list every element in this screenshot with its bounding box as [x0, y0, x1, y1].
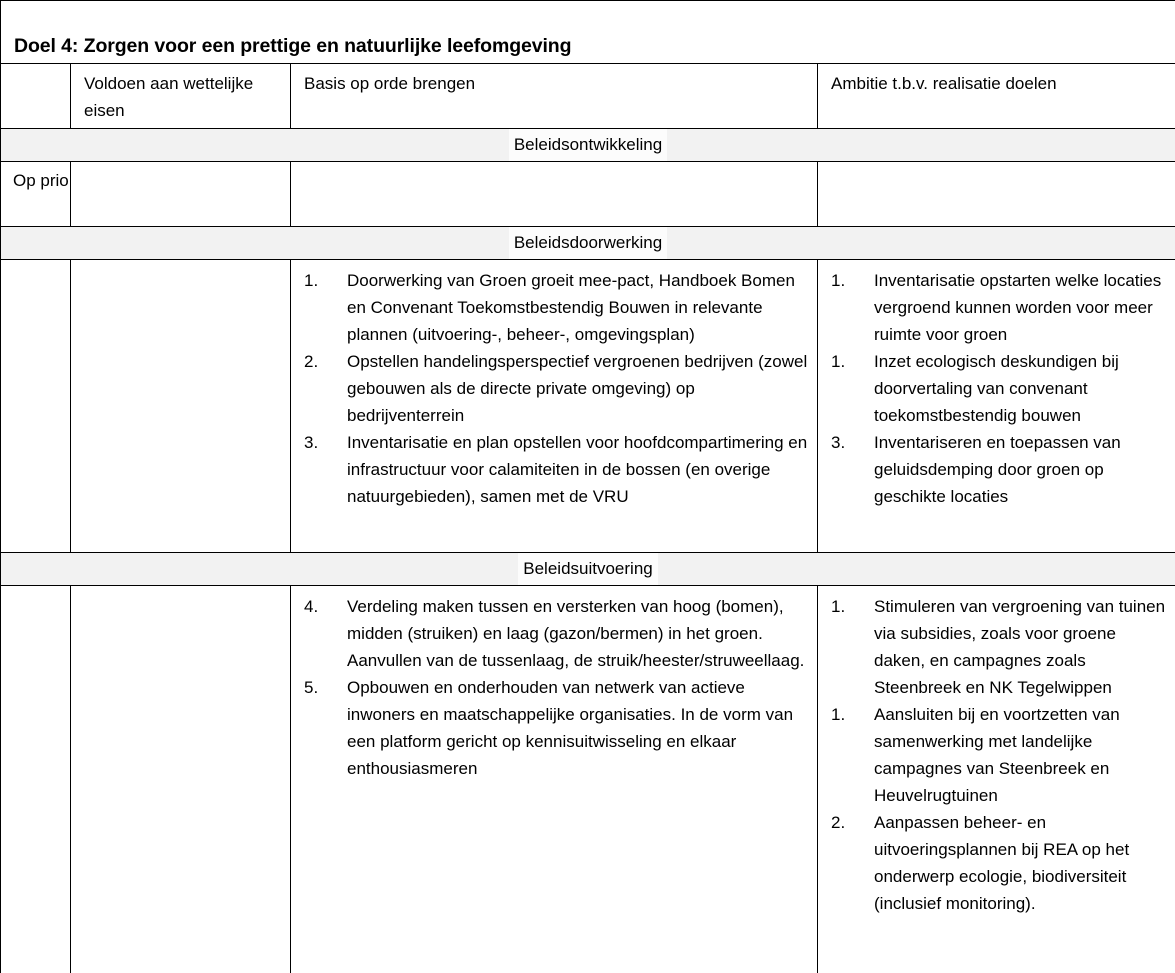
column-header-ambitie	[818, 64, 1175, 129]
page-title: Doel 4: Zorgen voor een prettige en natuurlijke leefomgeving	[14, 34, 572, 57]
table-row-op-prio	[1, 162, 1175, 227]
list-item-text: Inzet ecologisch deskundigen bij doorvertaling van convenant toekomstbestendig bouwen	[874, 352, 1119, 425]
section-band-label-beleidsdoorwerking: Beleidsdoorwerking	[509, 227, 667, 259]
cell-uitvoering-basis-op-orde	[291, 586, 818, 973]
column-header-blank	[1, 64, 71, 129]
section-band-row-beleidsuitvoering	[1, 553, 1175, 586]
cell-ontwikkeling-ambitie	[818, 162, 1175, 227]
list-item-text: Aanpassen beheer- en uitvoeringsplannen bij REA op het onderwerp ecologie, biodiversiteit (inclusief monitoring).	[874, 813, 1130, 913]
list-item-number: 5.	[304, 678, 319, 697]
list-item	[291, 674, 811, 782]
document-title-cell	[1, 1, 1175, 64]
list-item-text: Opstellen handelingsperspectief vergroenen bedrijven (zowel gebouwen als de directe private omgeving) op bedrijventerrein	[347, 352, 808, 425]
section-band-cell-beleidsuitvoering	[1, 553, 1175, 586]
list-item-text: Opbouwen en onderhouden van netwerk van actieve inwoners en maatschappelijke organisaties. In de vorm van een platform gericht op kennisuitwisseling en elkaar enthousiasmeren	[347, 678, 794, 778]
list-item-text: Verdeling maken tussen en versterken van hoog (bomen), midden (struiken) en laag (gazon/bermen) in het groen. Aanvullen van de tussenlaag, de struik/heester/struweellaag.	[347, 597, 805, 670]
table-title-row	[1, 1, 1175, 64]
column-header-ambitie-label: Ambitie t.b.v. realisatie doelen	[831, 74, 1057, 93]
list-item-number: 2.	[304, 352, 319, 371]
column-header-wettelijke-eisen-label: Voldoen aan wettelijke eisen	[84, 74, 254, 120]
cell-doorwerking-wettelijke-eisen	[71, 260, 291, 553]
cell-doorwerking-rowlabel	[1, 260, 71, 553]
numbered-list-uitvoering-basis	[291, 593, 811, 782]
list-item-number: 3.	[304, 433, 319, 452]
cell-ontwikkeling-basis-op-orde	[291, 162, 818, 227]
list-item-text: Inventarisatie en plan opstellen voor hoofdcompartimering en infrastructuur voor calamiteiten in de bossen (en overige natuurgebieden), samen met de VRU	[347, 433, 808, 506]
list-item	[818, 809, 1169, 917]
list-item	[818, 593, 1169, 701]
cell-uitvoering-ambitie	[818, 586, 1175, 973]
list-item	[818, 429, 1169, 510]
section-band-cell-beleidsdoorwerking	[1, 227, 1175, 260]
section-band-label-beleidsontwikkeling: Beleidsontwikkeling	[509, 129, 667, 161]
list-item-number: 1.	[831, 597, 846, 616]
list-item-number: 1.	[831, 705, 846, 724]
column-header-row	[1, 64, 1175, 129]
list-item	[818, 348, 1169, 429]
cell-doorwerking-ambitie	[818, 260, 1175, 553]
list-item-number: 1.	[831, 352, 846, 371]
list-item	[818, 267, 1169, 348]
cell-uitvoering-rowlabel	[1, 586, 71, 973]
section-band-label-beleidsuitvoering: Beleidsuitvoering	[518, 553, 657, 585]
list-item-number: 2.	[831, 813, 846, 832]
section-band-cell-beleidsontwikkeling	[1, 129, 1175, 162]
list-item-text: Inventarisatie opstarten welke locaties vergroend kunnen worden voor meer ruimte voor groen	[874, 271, 1162, 344]
cell-doorwerking-basis-op-orde	[291, 260, 818, 553]
list-item-number: 3.	[831, 433, 846, 452]
list-item-number: 1.	[831, 271, 846, 290]
numbered-list-doorwerking-ambitie	[818, 267, 1169, 510]
row-label-op-prio: Op prio	[13, 171, 69, 190]
row-label-cell-op-prio	[1, 162, 71, 227]
list-item	[291, 348, 811, 429]
list-item	[291, 429, 811, 510]
list-item-text: Inventariseren en toepassen van geluidsdemping door groen op geschikte locaties	[874, 433, 1121, 506]
list-item	[818, 701, 1169, 809]
list-item-text: Doorwerking van Groen groeit mee-pact, Handboek Bomen en Convenant Toekomstbestendig Bouwen in relevante plannen (uitvoering-, beheer-, omgevingsplan)	[347, 271, 795, 344]
list-item	[291, 593, 811, 674]
section-band-row-beleidsontwikkeling	[1, 129, 1175, 162]
list-item-text: Stimuleren van vergroening van tuinen via subsidies, zoals voor groene daken, en campagnes zoals Steenbreek en NK Tegelwippen	[874, 597, 1166, 697]
cell-ontwikkeling-wettelijke-eisen	[71, 162, 291, 227]
table-row-beleidsdoorwerking	[1, 260, 1175, 553]
list-item-number: 1.	[304, 271, 319, 290]
section-band-row-beleidsdoorwerking	[1, 227, 1175, 260]
column-header-wettelijke-eisen	[71, 64, 291, 129]
column-header-basis-op-orde	[291, 64, 818, 129]
table-row-beleidsuitvoering	[1, 586, 1175, 973]
list-item	[291, 267, 811, 348]
list-item-number: 4.	[304, 597, 319, 616]
numbered-list-uitvoering-ambitie	[818, 593, 1169, 917]
list-item-text: Aansluiten bij en voortzetten van samenwerking met landelijke campagnes van Steenbreek en Heuvelrugtuinen	[874, 705, 1120, 805]
numbered-list-doorwerking-basis	[291, 267, 811, 510]
cell-uitvoering-wettelijke-eisen	[71, 586, 291, 973]
column-header-basis-op-orde-label: Basis op orde brengen	[304, 74, 476, 93]
